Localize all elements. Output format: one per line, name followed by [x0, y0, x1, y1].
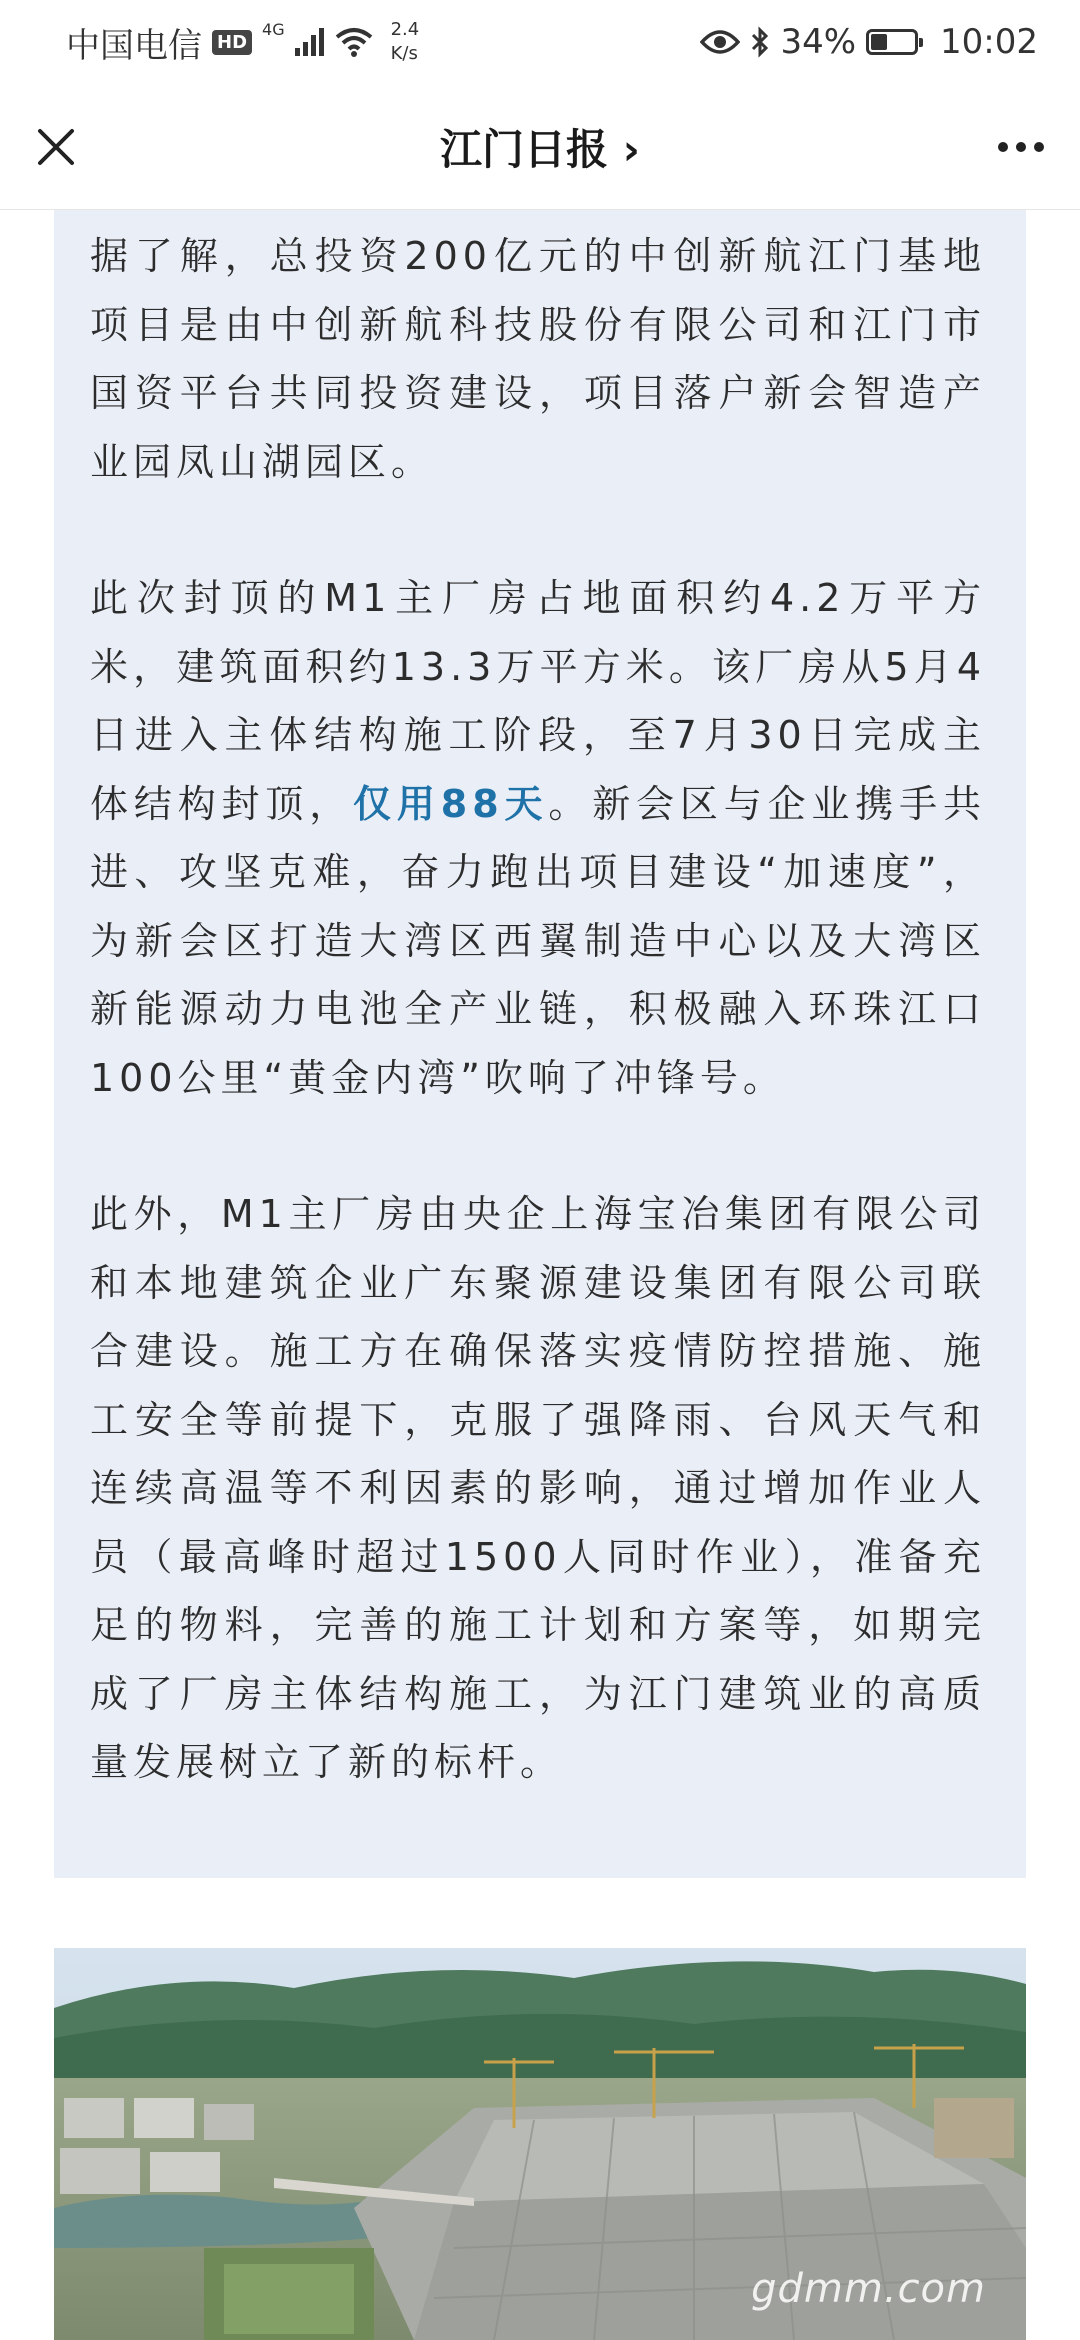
wifi-icon	[335, 27, 373, 57]
clock: 10:02	[940, 22, 1038, 62]
nav-bar	[0, 84, 1080, 210]
watermark: gdmm.com	[751, 2266, 986, 2312]
article-content	[54, 210, 1026, 1878]
signal-icon	[295, 28, 325, 56]
network-type: 4G	[262, 20, 285, 39]
article-photo[interactable]	[54, 1948, 1026, 2340]
paragraph-1: 据了解，总投资200亿元的中创新航江门基地项目是由中创新航科技股份有限公司和江门市国资平台共同投资建设，项目落户新会智造产业园凤山湖园区。	[90, 234, 986, 484]
close-button[interactable]	[36, 127, 76, 167]
more-icon	[998, 142, 1044, 152]
page-title	[0, 117, 1080, 177]
paragraph-3: 此外，M1主厂房由央企上海宝冶集团有限公司和本地建筑企业广东聚源建设集团有限公司联合建设。施工方在确保落实疫情防控措施、施工安全等前提下，克服了强降雨、台风天气和连续高温等不利因素的影响，通过增加作业人员（最高峰时超过1500人同时作业），准备充足的物料，完善的施工计划和方案等，如期完成了厂房主体结构施工，为江门建筑业的高质量发展树立了新的标杆。	[90, 1192, 986, 1784]
status-bar	[0, 0, 1080, 84]
eye-icon	[700, 28, 740, 56]
close-icon	[36, 127, 76, 167]
status-left	[66, 18, 419, 67]
speed-unit: K/s	[390, 43, 418, 64]
speed-value: 2.4	[390, 19, 420, 40]
bluetooth-icon	[750, 26, 770, 58]
carrier-name: 中国电信	[66, 25, 202, 66]
more-button[interactable]	[998, 142, 1044, 152]
chevron-right-icon: ›	[622, 124, 640, 174]
account-name-link[interactable]	[440, 125, 640, 174]
battery-percent: 34%	[780, 22, 857, 62]
paragraph-2-text-b: 。新会区与企业携手共进、攻坚克难，奋力跑出项目建设“加速度”，为新会区打造大湾区西翼制造中心以及大湾区新能源动力电池全产业链，积极融入环珠江口100公里“黄金内湾”吹响了冲锋号。	[90, 781, 986, 1100]
paragraph-2	[90, 564, 986, 1112]
network-speed	[391, 18, 420, 66]
hd-badge: HD	[212, 30, 252, 55]
paragraph-2-text-a: 此次封顶的M1主厂房占地面积约4.2万平方米，建筑面积约13.3万平方米。该厂房从5月4日进入主体结构施工阶段，至7月30日完成主体结构封顶，	[90, 576, 986, 826]
status-right	[700, 22, 1038, 62]
battery-icon	[866, 29, 918, 55]
highlight-text: 仅用88天	[353, 781, 549, 826]
account-name: 江门日报	[440, 124, 609, 174]
